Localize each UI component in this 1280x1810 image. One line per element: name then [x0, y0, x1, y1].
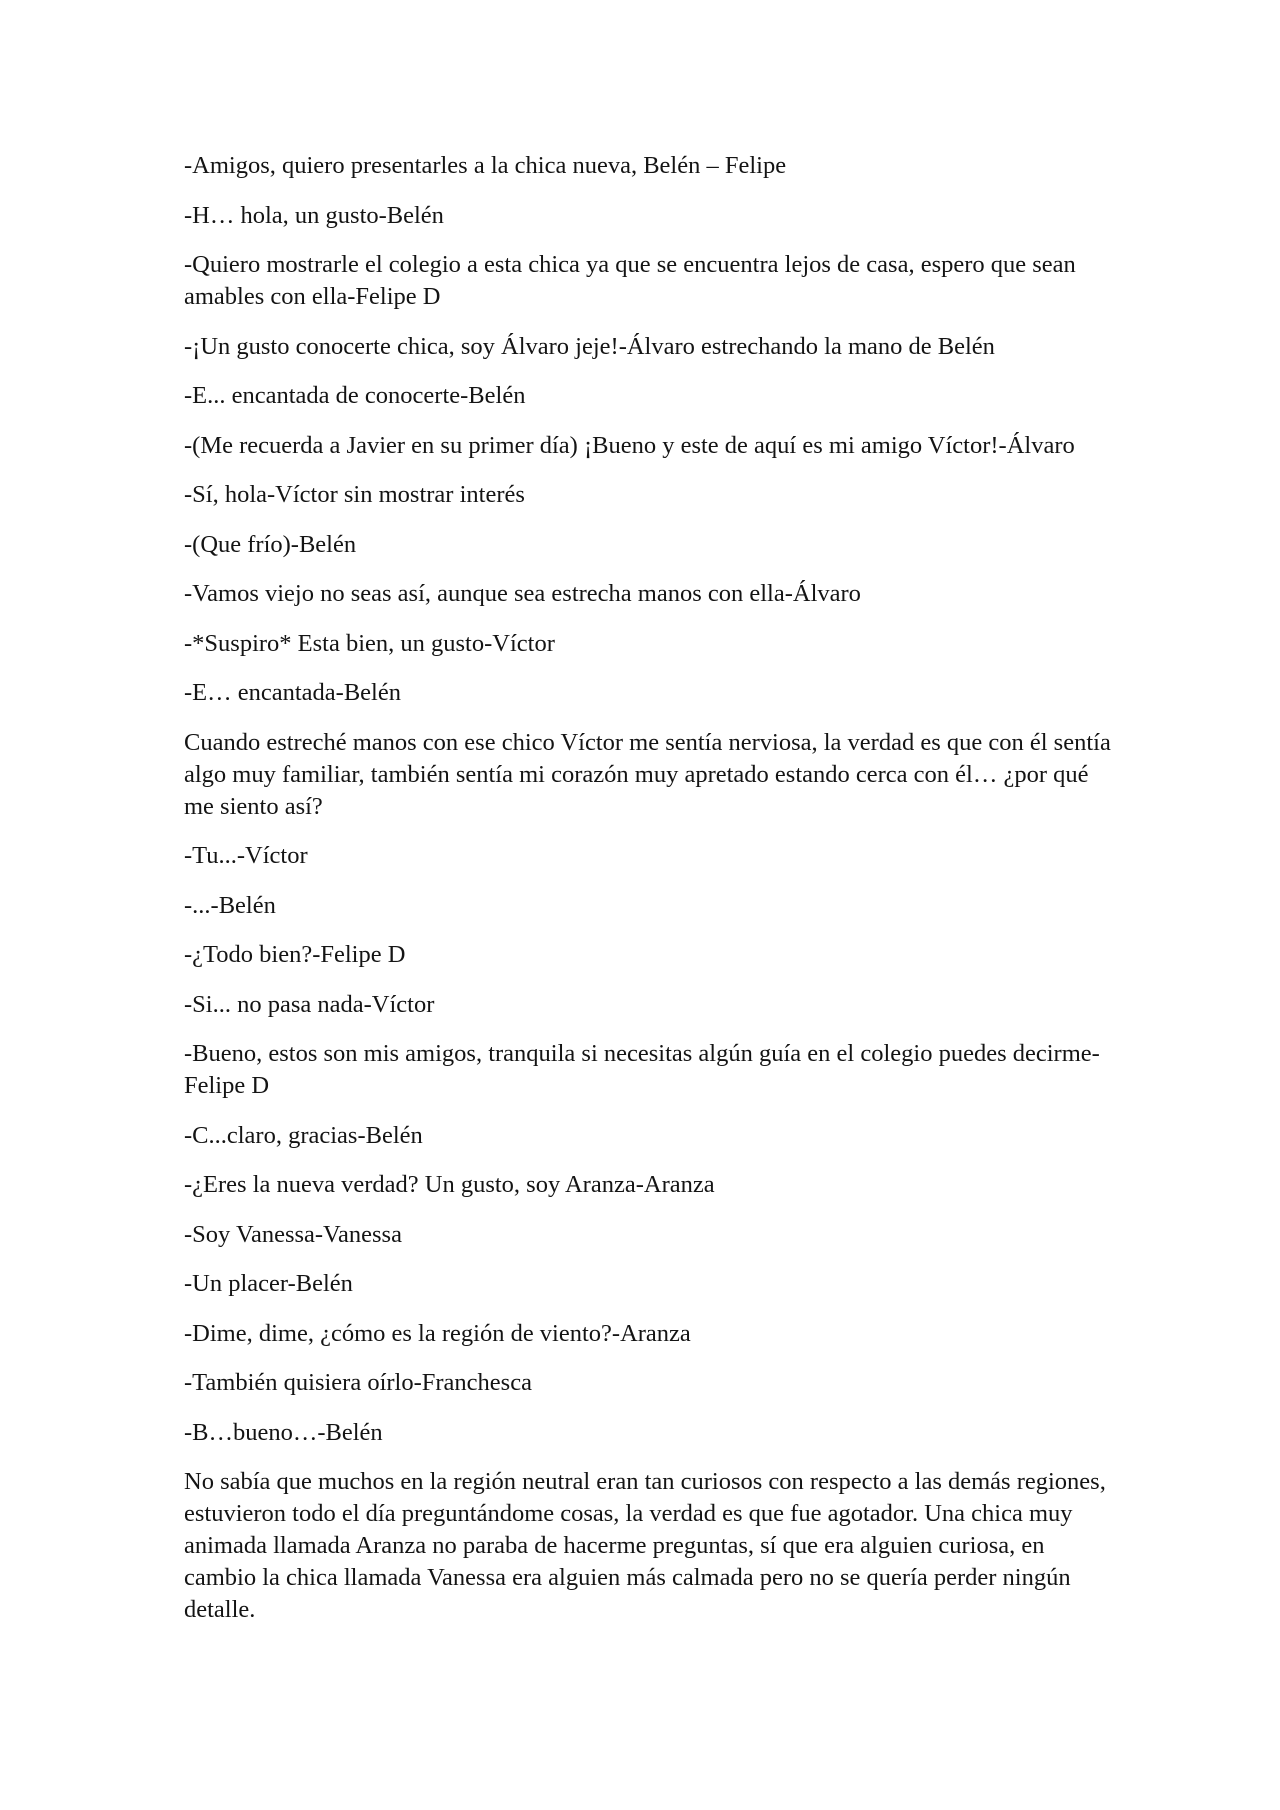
dialogue-line: -(Me recuerda a Javier en su primer día) ¡Bueno y este de aquí es mi amigo Víctor!-Álvaro — [184, 431, 1075, 459]
dialogue-line: -Tu...-Víctor — [184, 842, 308, 869]
dialogue-line: -Quiero mostrarle el colegio a esta chica ya que se encuentra lejos de casa, espero que sean amables con ella-Felipe D — [184, 251, 1076, 310]
dialogue-line: -Sí, hola-Víctor sin mostrar interés — [184, 481, 525, 508]
dialogue-line: -Un placer-Belén — [184, 1270, 353, 1297]
dialogue-line: -(Que frío)-Belén — [184, 530, 357, 558]
dialogue-line: -C...claro, gracias-Belén — [184, 1121, 423, 1149]
narration-paragraph: No sabía que muchos en la región neutral eran tan curiosos con respecto a las demás regiones, estuvieron todo el día preguntándome cosas, la verdad es que fue agotador. Una chica muy animada llamada Aranza no paraba de hacerme preguntas, sí que era alguien curiosa, en cambio la chica llamada Vanessa era alguien más calmada pero no se quería perder ningún detalle. — [184, 1468, 1106, 1623]
dialogue-line: -¿Todo bien?-Felipe D — [184, 941, 406, 968]
dialogue-line: -También quisiera oírlo-Franchesca — [184, 1369, 532, 1396]
dialogue-line: -E… encantada-Belén — [184, 679, 401, 706]
dialogue-line: -B…bueno…-Belén — [184, 1418, 383, 1446]
dialogue-line: -Vamos viejo no seas así, aunque sea estrecha manos con ella-Álvaro — [184, 580, 861, 607]
dialogue-line: -...-Belén — [184, 891, 276, 919]
narration-paragraph: Cuando estreché manos con ese chico Víctor me sentía nerviosa, la verdad es que con él sentía algo muy familiar, también sentía mi corazón muy apretado estando cerca con él… ¿por qué me siento así? — [184, 728, 1111, 820]
dialogue-line: -E... encantada de conocerte-Belén — [184, 382, 526, 409]
dialogue-line: -*Suspiro* Esta bien, un gusto-Víctor — [184, 629, 555, 657]
dialogue-line: -¿Eres la nueva verdad? Un gusto, soy Aranza-Aranza — [184, 1171, 715, 1198]
dialogue-line: -Soy Vanessa-Vanessa — [184, 1220, 402, 1248]
document-body — [184, 150, 1114, 1644]
dialogue-line: -Bueno, estos son mis amigos, tranquila si necesitas algún guía en el colegio puedes decirme-Felipe D — [184, 1040, 1100, 1099]
dialogue-line: -¡Un gusto conocerte chica, soy Álvaro jeje!-Álvaro estrechando la mano de Belén — [184, 332, 995, 360]
dialogue-line: -Si... no pasa nada-Víctor — [184, 990, 435, 1018]
dialogue-line: -Amigos, quiero presentarles a la chica nueva, Belén – Felipe — [184, 152, 787, 179]
dialogue-line: -H… hola, un gusto-Belén — [184, 201, 444, 229]
dialogue-line: -Dime, dime, ¿cómo es la región de viento?-Aranza — [184, 1319, 691, 1347]
